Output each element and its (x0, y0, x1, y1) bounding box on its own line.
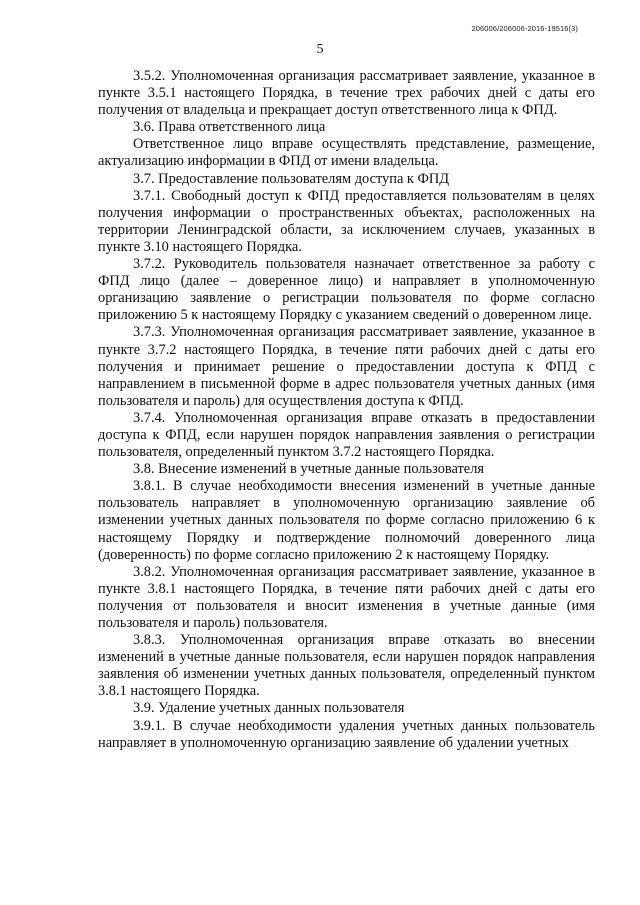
paragraph-3-7-2: 3.7.2. Руководитель пользователя назначает ответственное за работу с ФПД лицо (далее – доверенное лицо) и направляет в уполномоченную организацию заявление о регистрации пользователя по форме согласно приложению 5 к настоящему Порядку с указанием сведений о доверенном лице. (98, 256, 595, 324)
section-heading-3-8: 3.8. Внесение изменений в учетные данные пользователя (133, 461, 484, 478)
paragraph-3-8-1: 3.8.1. В случае необходимости внесения изменений в учетные данные пользователь направляет в уполномоченную организацию заявление об изменении учетных данных пользователя по форме согласно приложению 6 к настоящему Порядку и подтверждение полномочий доверенного лица (доверенность) по форме согласно приложению 2 к настоящему Порядку. (98, 478, 595, 563)
paragraph-3-7-4: 3.7.4. Уполномоченная организация вправе отказать в предоставлении доступа к ФПД, если нарушен порядок направления заявления о регистрации пользователя, определенный пунктом 3.7.2 настоящего Порядка. (98, 409, 595, 461)
document-body (98, 68, 595, 752)
paragraph-3-9-1: 3.9.1. В случае необходимости удаления учетных данных пользователь направляет в уполномоченную организацию заявление об удалении учетных (98, 717, 595, 751)
paragraph-3-5-2: 3.5.2. Уполномоченная организация рассматривает заявление, указанное в пункте 3.5.1 настоящего Порядка, в течение трех рабочих дней с даты его получения от владельца и прекращает доступ ответственного лица к ФПД. (98, 68, 595, 119)
paragraph-3-7-1: 3.7.1. Свободный доступ к ФПД предоставляется пользователям в целях получения информации о пространственных объектах, расположенных на территории Ленинградской области, за исключением случаев, указанных в пункте 3.10 настоящего Порядка. (98, 187, 595, 255)
page-number: 5 (316, 42, 324, 57)
document-id: 206006/206006-2016-19516(3) (471, 24, 578, 33)
section-heading-3-6: 3.6. Права ответственного лица (133, 119, 326, 136)
section-heading-3-9: 3.9. Удаление учетных данных пользователя (133, 700, 405, 717)
section-heading-3-7: 3.7. Предоставление пользователям доступа к ФПД (133, 170, 450, 187)
paragraph-3-8-2: 3.8.2. Уполномоченная организация рассматривает заявление, указанное в пункте 3.8.1 настоящего Порядка, в течение пяти рабочих дней с даты его получения от пользователя и вносит изменения в учетные данные (имя пользователя и пароль) пользователя. (98, 563, 595, 631)
paragraph-3-8-3: 3.8.3. Уполномоченная организация вправе отказать во внесении изменений в учетные данные пользователя, если нарушен порядок направления заявления об изменении учетных данных пользователя, определенный пунктом 3.8.1 настоящего Порядка. (98, 632, 595, 700)
paragraph-3-6-text: Ответственное лицо вправе осуществлять представление, размещение, актуализацию информации в ФПД от имени владельца. (98, 136, 595, 170)
paragraph-3-7-3: 3.7.3. Уполномоченная организация рассматривает заявление, указанное в пункте 3.7.2 настоящего Порядка, в течение пяти рабочих дней с даты его получения и принимает решение о предоставлении доступа к ФПД с направлением в письменной форме в адрес пользователя учетных данных (имя пользователя и пароль) для осуществления доступа к ФПД. (98, 324, 595, 409)
